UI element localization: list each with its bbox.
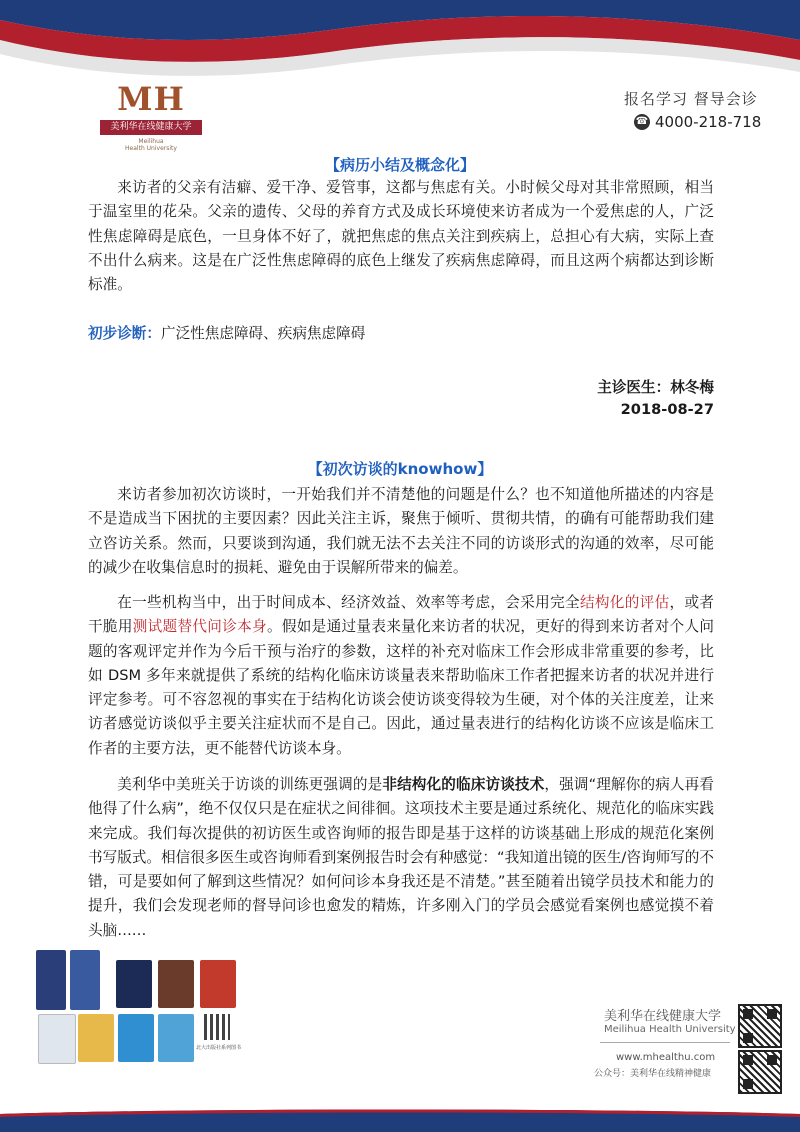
bold-unstructured-technique: 非结构化的临床访谈技术 (382, 776, 545, 793)
book-cover (38, 1014, 76, 1064)
book-cover (158, 1014, 194, 1062)
footer-brand-en: Meilihua Health University (604, 1024, 736, 1035)
diagnosis-line (88, 322, 365, 343)
book-cover (36, 950, 66, 1010)
footer-wechat: 公众号：美利华在线精神健康 (594, 1069, 712, 1079)
knowhow-paragraph-3 (88, 773, 714, 943)
knowhow-paragraph-1: 来访者参加初次访谈时，一开始我们并不清楚他的问题是什么？也不知道他所描述的内容是不是造成当下困扰的主要因素？因此关注主诉，聚焦于倾听、贯彻共情，的确有可能帮助我们建立咨访关系。然而，只要谈到沟通，我们就无法不去关注不同的访谈形式的沟通的效率，尽可能的减少在收集信息时的损耗、避免由于误解所带来的偏差。 (88, 486, 714, 576)
footer-wave (0, 1108, 800, 1132)
footer-divider (600, 1042, 730, 1043)
phone-icon: ☎ (634, 114, 650, 130)
books-caption: 北大出版社系列图书 (196, 1045, 242, 1051)
text-run: ，或者干脆用 (88, 594, 714, 636)
signature-date: 2018-08-27 (620, 401, 714, 418)
qr-code-icon (204, 1014, 230, 1040)
doctor-signature: 主诊医生：林冬梅 (597, 379, 714, 396)
text-run: 在一些机构当中，出于时间成本、经济效益、效率等考虑，会采用完全 (117, 594, 580, 611)
book-cover (116, 960, 152, 1008)
diagnosis-text: 广泛性焦虑障碍、疾病焦虑障碍 (160, 325, 366, 342)
logo-ribbon: 美利华在线健康大学 (100, 120, 202, 135)
text-run: ，强调“理解你的病人再看他得了什么病”，绝不仅仅只是在症状之间徘徊。这项技术主要是通过系统化、规范化的临床实践来完成。我们每次提供的初访医生或咨询师的报告即是基于这样的访谈基础上形成的规范化案例书写版式。相信很多医生或咨询师看到案例报告时会有种感觉：“我知道出镜的医生/咨询师写的不错，可是要如何了解到这些情况？如何问诊本身我还是不清楚。”甚至随着出镜学员技术和能力的提升，我们会发现老师的督导问诊也愈发的精炼，许多刚入门的学员会感觉看案例也感觉摸不着头脑…… (88, 776, 714, 939)
section-title-knowhow: 【初次访谈的knowhow】 (307, 460, 493, 478)
footer-url: www.mhealthu.com (616, 1052, 716, 1063)
header-slogan: 报名学习 督导会诊 (624, 90, 758, 108)
qr-code-icon (738, 1050, 782, 1094)
book-cover (200, 960, 236, 1008)
summary-paragraph: 来访者的父亲有洁癖、爱干净、爱管事，这都与焦虑有关。小时候父母对其非常照顾，相当于温室里的花朵。父亲的遗传、父母的养育方式及成长环境使来访者成为一个爱焦虑的人，广泛性焦虑障碍是底色，一旦身体不好了，就把焦虑的焦点关注到疾病上，总担心有大病，实际上查不出什么病来。这是在广泛性焦虑障碍的底色上继发了疾病焦虑障碍，而且这两个病都达到诊断标准。 (88, 179, 714, 294)
highlight-structured-assessment: 结构化的评估 (579, 594, 670, 611)
book-cover (118, 1014, 154, 1062)
diagnosis-label: 初步诊断： (88, 325, 161, 342)
logo-sub-line: Meilihua (138, 138, 164, 145)
section-title-summary: 【病历小结及概念化】 (324, 156, 475, 174)
text-run: 美利华中美班关于访谈的训练更强调的是 (117, 776, 383, 793)
book-covers (36, 950, 266, 1062)
logo-mark: MH (117, 80, 185, 118)
logo-sub-line: Health University (125, 145, 177, 152)
text-run: 。假如是通过量表来量化来访者的状况，更好的得到来访者对个人问题的客观评定并作为今后干预与治疗的参数，这样的补充对临床工作会形成非常重要的参考，比如 DSM 多年来就提供了系统的结构化临床访谈量表来帮助临床工作者把握来访者的状况并进行评定参考。可不容忽视的事实在于结构化访谈会使访谈变得较为生硬，对个体的关注度差，让来访者感觉访谈似乎主要关注症状而不是自己。因此，通过量表进行的结构化访谈不应该是临床工作者的主要方法，更不能替代访谈本身。 (88, 618, 714, 757)
footer-brand-cn: 美利华在线健康大学 (604, 1009, 722, 1024)
qr-code-icon (738, 1004, 782, 1048)
knowhow-paragraph-2 (88, 591, 714, 761)
highlight-test-replacement: 测试题替代问诊本身 (132, 618, 267, 636)
book-cover (158, 960, 194, 1008)
header-phone (634, 113, 761, 131)
book-cover (78, 1014, 114, 1062)
book-cover (70, 950, 100, 1010)
logo (96, 78, 206, 156)
logo-subtitle (96, 138, 206, 152)
phone-number: 4000-218-718 (655, 113, 762, 131)
